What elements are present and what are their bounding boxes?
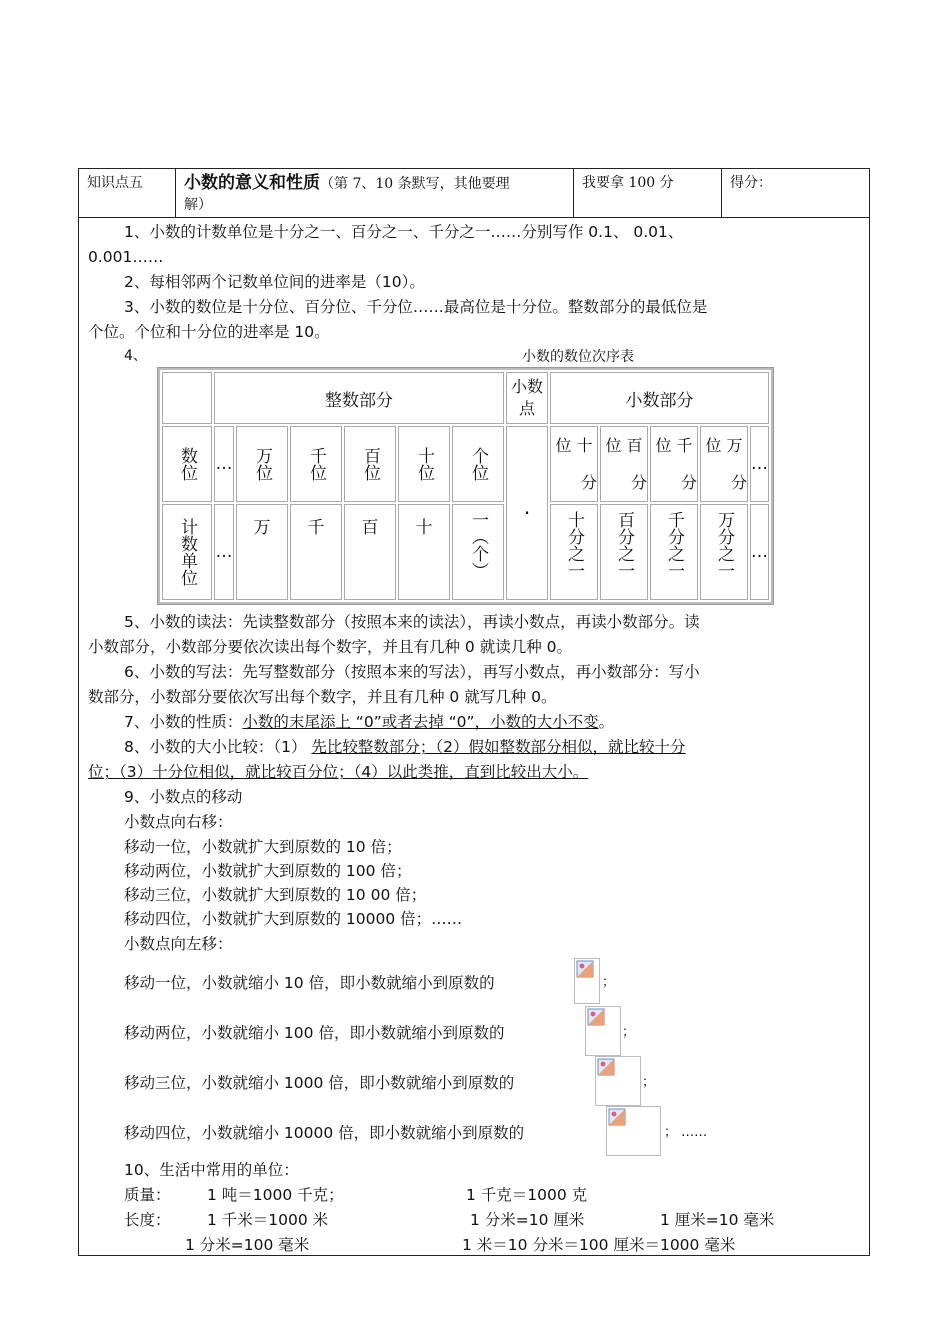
point-7-rule: 小数的末尾添上 “0”或者去掉 “0”，小数的大小不变 — [242, 713, 599, 731]
point-2: 2、每相邻两个记数单位间的进率是（10）。 — [124, 273, 425, 291]
dec-unit-label: 万分之一 — [714, 511, 734, 579]
topic-title: 小数的意义和性质 — [184, 173, 320, 193]
dec-place-top: 位 万 — [705, 436, 743, 455]
point-8-line-1 — [124, 735, 686, 760]
dec-place-bottom: 分 — [730, 473, 747, 492]
move-left-end: ； — [642, 1075, 656, 1090]
dec-unit — [650, 504, 698, 600]
dec-place-bottom: 分 — [630, 473, 647, 492]
length-fact: 1 千米＝1000 米 — [207, 1211, 329, 1229]
point-3-line-1: 3、小数的数位是十分位、百分位、千分位……最高位是十分位。整数部分的最低位是 — [124, 298, 708, 316]
point-7 — [124, 710, 614, 735]
point-10: 10、生活中常用的单位： — [124, 1161, 299, 1179]
move-left-end: ； — [602, 975, 616, 990]
dec-place — [600, 426, 648, 502]
row-head-place-label: 数位 — [177, 447, 197, 481]
dec-place-top: 位 十 — [555, 436, 593, 455]
header-row — [79, 169, 869, 218]
length-fact: 1 分米=100 毫米 — [185, 1236, 310, 1254]
ellipsis-left: … — [214, 426, 234, 502]
goal-cell: 我要拿 100 分 — [574, 169, 722, 217]
dec-unit-label: 十分之一 — [564, 511, 584, 579]
length-fact: 1 分米=10 厘米 — [470, 1211, 585, 1229]
move-left-end: ； — [622, 1025, 636, 1040]
point-8-rule-1: 先比较整数部分；（2）假如整数部分相似，就比较十分 — [311, 738, 686, 756]
move-left-line: 移动两位，小数就缩小 100 倍，即小数就缩小到原数的 — [124, 1024, 505, 1042]
move-right-line: 移动三位，小数就扩大到原数的 10 00 倍； — [124, 886, 427, 904]
int-unit: 万 — [236, 504, 288, 600]
point-4: 4、 — [124, 348, 147, 364]
length-fact: 1 米＝10 分米＝100 厘米＝1000 毫米 — [462, 1236, 736, 1254]
move-right-line: 移动一位，小数就扩大到原数的 10 倍； — [124, 838, 402, 856]
int-place — [398, 426, 450, 502]
dec-place-bottom: 分 — [680, 473, 697, 492]
move-left-line: 移动一位，小数就缩小 10 倍，即小数就缩小到原数的 — [124, 974, 495, 992]
table-corner — [162, 372, 212, 424]
int-place — [344, 426, 396, 502]
int-place-label: 十位 — [414, 447, 434, 481]
dec-unit — [700, 504, 748, 600]
ellipsis-left: … — [214, 504, 234, 600]
move-right-title: 小数点向右移： — [124, 813, 233, 831]
int-place-label: 百位 — [360, 447, 380, 481]
point-7-end: 。 — [598, 713, 615, 731]
dec-place-top: 位 千 — [655, 436, 693, 455]
point-9: 9、小数点的移动 — [124, 788, 243, 806]
int-unit-label: 一（个） — [468, 511, 488, 579]
point-5-line-2: 小数部分，小数部分要依次读出每个数字，并且有几种 0 就读几种 0。 — [88, 638, 573, 656]
fraction-image — [595, 1056, 641, 1106]
move-left-line: 移动三位，小数就缩小 1000 倍，即小数就缩小到原数的 — [124, 1074, 515, 1092]
dec-unit — [600, 504, 648, 600]
topic-number: 知识点五 — [79, 169, 176, 217]
int-place-label: 个位 — [468, 447, 488, 481]
dec-unit — [550, 504, 598, 600]
dec-place-top: 位 百 — [605, 436, 643, 455]
int-place — [452, 426, 504, 502]
dec-place — [650, 426, 698, 502]
int-place-label: 千位 — [306, 447, 326, 481]
point-5-line-1: 5、小数的读法：先读整数部分（按照本来的读法），再读小数点，再读小数部分。读 — [124, 613, 700, 631]
point-3-line-2: 个位。个位和十分位的进率是 10。 — [88, 323, 330, 341]
fraction-image — [574, 958, 600, 1004]
move-right-line: 移动两位，小数就扩大到原数的 100 倍； — [124, 862, 412, 880]
int-place — [236, 426, 288, 502]
point-6-line-2: 数部分，小数部分要依次写出每个数字，并且有几种 0 就写几种 0。 — [88, 688, 557, 706]
ellipsis-right: … — [750, 426, 769, 502]
dec-place-bottom: 分 — [580, 473, 597, 492]
fraction-image — [606, 1106, 661, 1156]
row-head-unit — [162, 504, 212, 600]
mass-fact: 1 千克＝1000 克 — [466, 1186, 588, 1204]
length-label: 长度： — [124, 1211, 171, 1229]
move-left-end: ； …… — [664, 1125, 708, 1140]
mass-label: 质量： — [124, 1186, 171, 1204]
int-unit: 千 — [290, 504, 342, 600]
broken-image-icon — [608, 1108, 626, 1126]
int-unit: 百 — [344, 504, 396, 600]
point-8-line-2: 位；（3）十分位相似，就比较百分位；（4）以此类推，直到比较出大小。 — [88, 763, 589, 781]
int-unit: 十 — [398, 504, 450, 600]
decimal-place-table — [158, 368, 773, 604]
int-place-label: 万位 — [252, 447, 272, 481]
topic-title-cell — [176, 169, 574, 217]
fraction-image — [585, 1006, 621, 1056]
decimal-point-label: 小数点 — [510, 377, 543, 418]
dec-place — [700, 426, 748, 502]
score-cell: 得分： — [730, 175, 772, 191]
topic-note: （第 7、10 条默写，其他要理 — [320, 176, 510, 192]
move-left-line: 移动四位，小数就缩小 10000 倍，即小数就缩小到原数的 — [124, 1124, 525, 1142]
point-6-line-1: 6、小数的写法：先写整数部分（按照本来的写法），再写小数点，再小数部分：写小 — [124, 663, 700, 681]
move-right-line: 移动四位，小数就扩大到原数的 10000 倍；…… — [124, 910, 463, 928]
broken-image-icon — [587, 1008, 605, 1026]
dec-place — [550, 426, 598, 502]
decimal-part-header: 小数部分 — [550, 372, 769, 424]
table-caption: 小数的数位次序表 — [522, 349, 634, 365]
int-place — [290, 426, 342, 502]
dec-unit-label: 千分之一 — [664, 511, 684, 579]
decimal-point-header — [506, 372, 548, 424]
ellipsis-right: … — [750, 504, 769, 600]
row-head-unit-label: 计数单位 — [177, 518, 197, 586]
row-head-place — [162, 426, 212, 502]
broken-image-icon — [597, 1058, 615, 1076]
point-1-line-1: 1、小数的计数单位是十分之一、百分之一、千分之一……分别写作 0.1、 0.01、 — [124, 223, 684, 241]
dec-unit-label: 百分之一 — [614, 511, 634, 579]
int-unit — [452, 504, 504, 600]
move-left-title: 小数点向左移： — [124, 935, 233, 953]
broken-image-icon — [576, 960, 594, 978]
length-fact: 1 厘米=10 毫米 — [660, 1211, 775, 1229]
decimal-point-dot: · — [506, 426, 548, 600]
point-7-label: 7、小数的性质： — [124, 713, 243, 731]
point-1-line-2: 0.001…… — [88, 248, 164, 266]
integer-part-header: 整数部分 — [214, 372, 504, 424]
point-8-label: 8、小数的大小比较：（1） — [124, 738, 312, 756]
topic-note-cont: 解） — [184, 197, 212, 213]
mass-fact: 1 吨＝1000 千克； — [207, 1186, 344, 1204]
